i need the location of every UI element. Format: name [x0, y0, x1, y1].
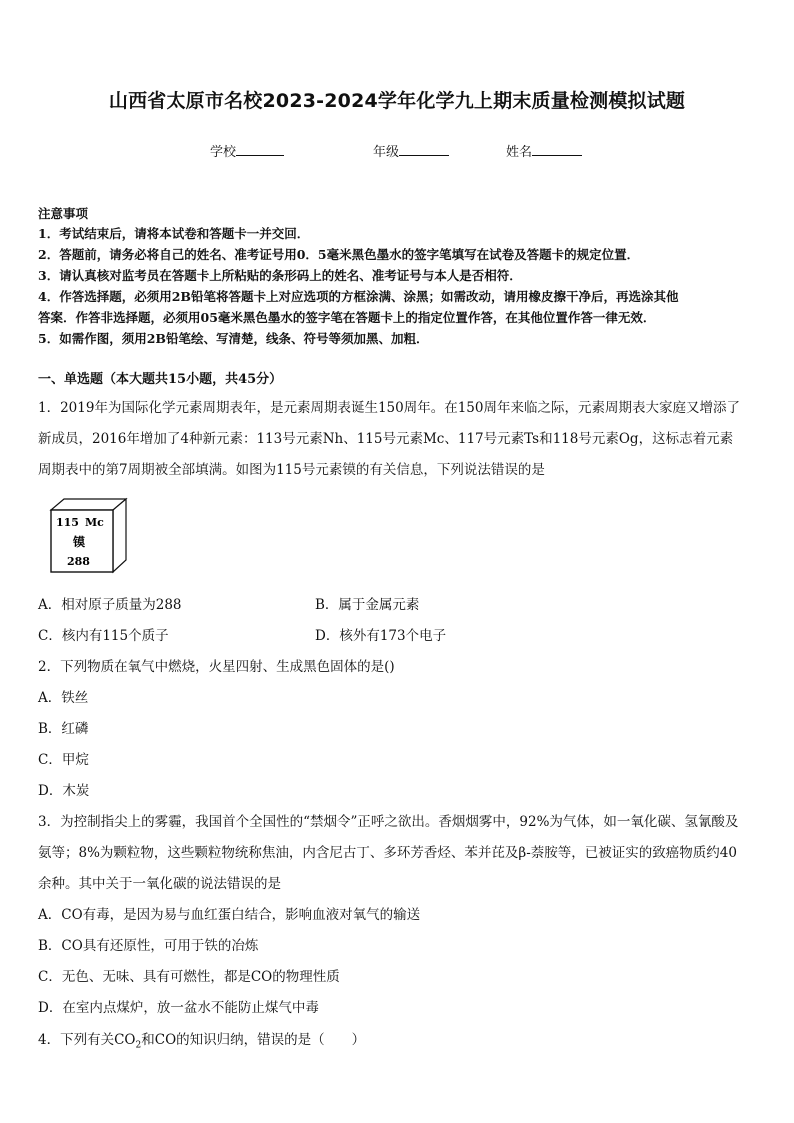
question-4-pre: 4．下列有关CO	[38, 1032, 136, 1048]
note-item: 1．考试结束后，请将本试卷和答题卡一并交回．	[38, 226, 310, 241]
question-2-stem: 2．下列物质在氧气中燃烧，火星四射、生成黑色固体的是()	[38, 659, 395, 675]
question-1-line: 周期表中的第7周期被全部填满。如图为115号元素镆的有关信息，下列说法错误的是	[38, 462, 545, 478]
note-item: 4．作答选择题，必须用2B铅笔将答题卡上对应选项的方框涂满、涂黑；如需改动，请用橡皮擦干净后，再选涂其他	[38, 289, 679, 304]
option-a[interactable]: A．相对原子质量为288	[38, 597, 182, 613]
element-name: 镆	[73, 535, 86, 549]
school-label: 学校	[210, 145, 237, 160]
option-b[interactable]: B．红磷	[38, 721, 89, 737]
element-mass: 288	[67, 555, 90, 568]
question-4-stem	[38, 1028, 365, 1051]
note-item: 答案．作答非选择题，必须用05毫米黑色墨水的签字笔在答题卡上的指定位置作答，在其他位置作答一律无效．	[38, 310, 656, 325]
option-a[interactable]: A．CO有毒，是因为易与血红蛋白结合，影响血液对氧气的输送	[38, 907, 421, 923]
note-item: 2．答题前，请务必将自己的姓名、准考证号用0．5毫米黑色墨水的签字笔填写在试卷及答题卡的规定位置．	[38, 247, 640, 262]
page-title: 山西省太原市名校2023-2024学年化学九上期末质量检测模拟试题	[108, 90, 686, 112]
question-3-line: 3．为控制指尖上的雾霾，我国首个全国性的“禁烟令”正呼之欲出。香烟烟雾中，92%为气体，如一氧化碳、氢氰酸及	[38, 814, 739, 830]
question-4-post: 和CO的知识归纳，错误的是（ ）	[141, 1032, 366, 1048]
school-blank	[236, 143, 284, 156]
note-item: 3．请认真核对监考员在答题卡上所粘贴的条形码上的姓名、准考证号与本人是否相符．	[38, 268, 522, 283]
name-label: 姓名	[506, 145, 533, 160]
option-b[interactable]: B．属于金属元素	[315, 597, 420, 613]
question-1-line: 新成员，2016年增加了4种新元素：113号元素Nh、115号元素Mc、117号元素Ts和118号元素Og，这标志着元素	[38, 431, 734, 447]
option-d[interactable]: D．木炭	[38, 783, 90, 799]
option-c[interactable]: C．甲烷	[38, 752, 89, 768]
grade-blank	[399, 143, 449, 156]
school-field	[210, 141, 284, 160]
notes-heading: 注意事项	[38, 206, 89, 221]
option-c[interactable]: C．无色、无味、具有可燃性，都是CO的物理性质	[38, 969, 340, 985]
element-number: 115	[56, 516, 79, 529]
name-blank	[532, 143, 582, 156]
option-c[interactable]: C．核内有115个质子	[38, 628, 169, 644]
option-d[interactable]: D．在室内点煤炉，放一盆水不能防止煤气中毒	[38, 1000, 319, 1016]
grade-field	[373, 141, 449, 160]
question-1-line: 1．2019年为国际化学元素周期表年，是元素周期表诞生150周年。在150周年来临之际，元素周期表大家庭又增添了	[38, 400, 740, 416]
note-item: 5．如需作图，须用2B铅笔绘、写清楚，线条、符号等须加黑、加粗．	[38, 331, 429, 346]
element-cell-figure	[46, 496, 130, 576]
option-b[interactable]: B．CO具有还原性，可用于铁的冶炼	[38, 938, 259, 954]
option-a[interactable]: A．铁丝	[38, 690, 89, 706]
question-3-line: 氨等；8%为颗粒物，这些颗粒物统称焦油，内含尼古丁、多环芳香烃、苯并芘及β-萘胺等，已被证实的致癌物质约40	[38, 845, 737, 861]
question-3-line: 余种。其中关于一氧化碳的说法错误的是	[38, 876, 281, 892]
option-d[interactable]: D．核外有173个电子	[315, 628, 447, 644]
name-field	[506, 141, 582, 160]
question-4-subscript: 2	[135, 1040, 142, 1051]
element-symbol: Mc	[85, 516, 104, 529]
section-heading: 一、单选题（本大题共15小题，共45分）	[38, 372, 283, 387]
grade-label: 年级	[373, 145, 400, 160]
